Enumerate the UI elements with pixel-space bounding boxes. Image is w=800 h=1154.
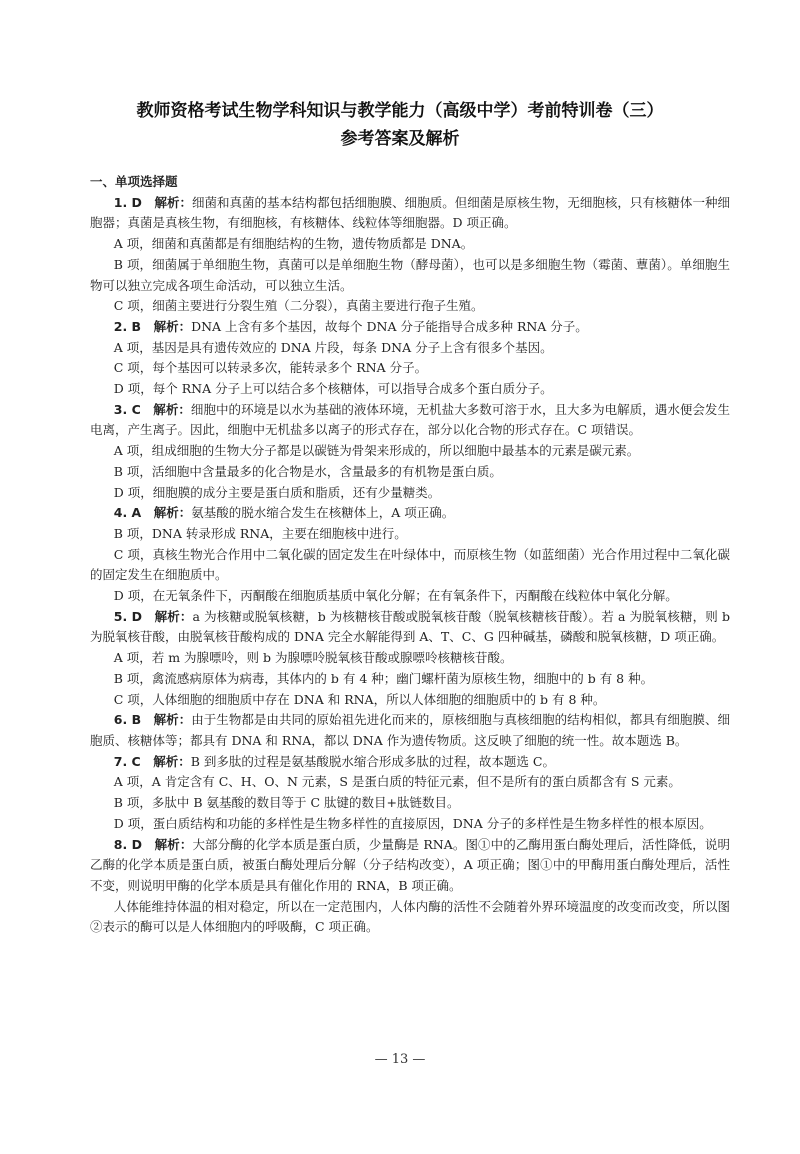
analysis-label: 解析： [153, 712, 192, 728]
paragraph-text: A 项，细菌和真菌都是有细胞结构的生物，遗传物质都是 DNA。 [113, 236, 474, 252]
paragraph-text: 大部分酶的化学本质是蛋白质，少量酶是 RNA。图①中的乙酶用蛋白酶处理后，活性降低，说明乙酶的化学本质是蛋白质，被蛋白酶处理后分解（分子结构改变），A 项正确；图①中的甲酶用蛋白酶处理后，活性不变，则说明甲酶的化学本质是具有催化作用的 RNA，B 项正确。 [90, 836, 730, 893]
answer-item [90, 400, 730, 441]
paragraph-text: B 项，多肽中 B 氨基酸的数目等于 C 肽键的数目+肽链数目。 [113, 795, 460, 811]
paragraph-text: a 为核糖或脱氧核糖，b 为核糖核苷酸或脱氧核苷酸（脱氧核糖核苷酸）。若 a 为脱氧核糖，则 b 为脱氧核苷酸，由脱氧核苷酸构成的 DNA 完全水解能得到 A、T、C、G 四种碱基，磷酸和脱氧核糖，D 项正确。 [90, 608, 730, 645]
answer-explanation [90, 441, 730, 462]
answer-item [90, 710, 730, 751]
paragraph-text: C 项，人体细胞的细胞质中存在 DNA 和 RNA，所以人体细胞的细胞质中的 b 有 8 种。 [113, 691, 606, 707]
paragraph-text: 细胞中的环境是以水为基础的液体环境，无机盐大多数可溶于水，且大多为电解质，遇水便会发生电离，产生离子。因此，细胞中无机盐多以离子的形式存在，部分以化合物的形式存在。C 项错误。 [90, 401, 730, 438]
paragraph-text: 氨基酸的脱水缩合发生在核糖体上，A 项正确。 [191, 505, 455, 521]
paragraph-text: A 项，组成细胞的生物大分子都是以碳链为骨架来形成的，所以细胞中最基本的元素是碳元素。 [113, 443, 640, 459]
paragraph-text: DNA 上含有多个基因，故每个 DNA 分子能指导合成多种 RNA 分子。 [191, 318, 588, 334]
answer-explanation [90, 897, 730, 938]
answer-item [90, 835, 730, 897]
analysis-label: 解析： [154, 194, 192, 210]
answer-explanation [90, 793, 730, 814]
answer-item [90, 193, 730, 234]
answer-explanation [90, 379, 730, 400]
answer-number: 7. C [113, 753, 141, 769]
answer-explanation [90, 255, 730, 296]
paragraph-text: C 项，细菌主要进行分裂生殖（二分裂），真菌主要进行孢子生殖。 [113, 298, 484, 314]
analysis-label: 解析： [153, 401, 191, 417]
paragraph-text: D 项，在无氧条件下，丙酮酸在细胞质基质中氧化分解；在有氧条件下，丙酮酸在线粒体中氧化分解。 [113, 588, 678, 604]
paragraph-text: 细菌和真菌的基本结构都包括细胞膜、细胞质。但细菌是原核生物，无细胞核，只有核糖体一种细胞器；真菌是真核生物，有细胞核，有核糖体、线粒体等细胞器。D 项正确。 [90, 194, 730, 231]
paragraph-text: A 项，若 m 为腺嘌呤，则 b 为腺嘌呤脱氧核苷酸或腺嘌呤核糖核苷酸。 [113, 650, 513, 666]
paragraph-text: D 项，蛋白质结构和功能的多样性是生物多样性的直接原因，DNA 分子的多样性是生物多样性的根本原因。 [113, 815, 712, 831]
paragraph-text: B 项，活细胞中含量最多的化合物是水，含量最多的有机物是蛋白质。 [113, 463, 502, 479]
answer-number: 1. D [113, 194, 142, 210]
answer-item [90, 752, 730, 773]
document-title: 教师资格考试生物学科知识与教学能力（高级中学）考前特训卷（三） [136, 101, 664, 121]
answer-explanation [90, 296, 730, 317]
analysis-label: 解析： [153, 753, 191, 769]
answer-explanation [90, 814, 730, 835]
answer-explanation [90, 545, 730, 586]
answer-explanation [90, 483, 730, 504]
section-title: 一、单项选择题 [90, 174, 178, 189]
answer-number: 5. D [113, 608, 143, 624]
answer-number: 4. A [113, 505, 142, 521]
answer-explanation [90, 524, 730, 545]
answer-item [90, 607, 730, 648]
answer-explanation [90, 462, 730, 483]
paragraph-text: B 项，禽流感病原体为病毒，其体内的 b 有 4 种；幽门螺杆菌为原核生物，细胞中的 b 有 8 种。 [113, 670, 654, 686]
paragraph-text: B 到多肽的过程是氨基酸脱水缩合形成多肽的过程，故本题选 C。 [190, 753, 555, 769]
analysis-label: 解析： [153, 318, 192, 334]
paragraph-text: C 项，每个基因可以转录多次，能转录多个 RNA 分子。 [113, 360, 428, 376]
paragraph-text: B 项，DNA 转录形成 RNA，主要在细胞核中进行。 [113, 525, 407, 541]
answer-explanation [90, 338, 730, 359]
paragraph-text: A 项，A 肯定含有 C、H、O、N 元素，S 是蛋白质的特征元素，但不是所有的蛋白质都含有 S 元素。 [113, 774, 681, 790]
document-subtitle: 参考答案及解析 [340, 129, 460, 149]
answer-content [90, 172, 730, 938]
answer-number: 2. B [113, 318, 142, 334]
paragraph-text: D 项，每个 RNA 分子上可以结合多个核糖体，可以指导合成多个蛋白质分子。 [113, 381, 553, 397]
answer-explanation [90, 669, 730, 690]
answer-explanation [90, 234, 730, 255]
paragraph-text: 由于生物都是由共同的原始祖先进化而来的，原核细胞与真核细胞的结构相似，都具有细胞膜、细胞质、核糖体等；都具有 DNA 和 RNA，都以 DNA 作为遗传物质。这反映了细胞的统一性。故本题选 B。 [90, 712, 730, 748]
answer-explanation [90, 358, 730, 379]
answer-item [90, 317, 730, 338]
analysis-label: 解析： [153, 505, 192, 521]
page-number: — 13 — [374, 1052, 426, 1067]
paragraph-text: A 项，基因是具有遗传效应的 DNA 片段，每条 DNA 分子上含有很多个基因。 [113, 339, 553, 355]
answer-explanation [90, 772, 730, 793]
answer-number: 6. B [113, 712, 142, 728]
paragraph-text: D 项，细胞膜的成分主要是蛋白质和脂质，还有少量糖类。 [113, 484, 441, 500]
analysis-label: 解析： [154, 836, 193, 852]
answer-explanation [90, 690, 730, 711]
answer-explanation [90, 648, 730, 669]
paragraph-text: C 项，真核生物光合作用中二氧化碳的固定发生在叶绿体中，而原核生物（如蓝细菌）光合作用过程中二氧化碳的固定发生在细胞质中。 [90, 546, 730, 583]
answer-number: 3. C [113, 401, 141, 417]
answer-item [90, 503, 730, 524]
answer-number: 8. D [113, 836, 143, 852]
answer-explanation [90, 586, 730, 607]
paragraph-text: 人体能维持体温的相对稳定，所以在一定范围内，人体内酶的活性不会随着外界环境温度的改变而改变，所以图②表示的酶可以是人体细胞内的呼吸酶，C 项正确。 [90, 898, 730, 935]
analysis-label: 解析： [154, 608, 193, 624]
answer-list [90, 193, 730, 938]
paragraph-text: B 项，细菌属于单细胞生物，真菌可以是单细胞生物（酵母菌），也可以是多细胞生物（霉菌、蕈菌）。单细胞生物可以独立完成各项生命活动，可以独立生活。 [90, 256, 730, 293]
